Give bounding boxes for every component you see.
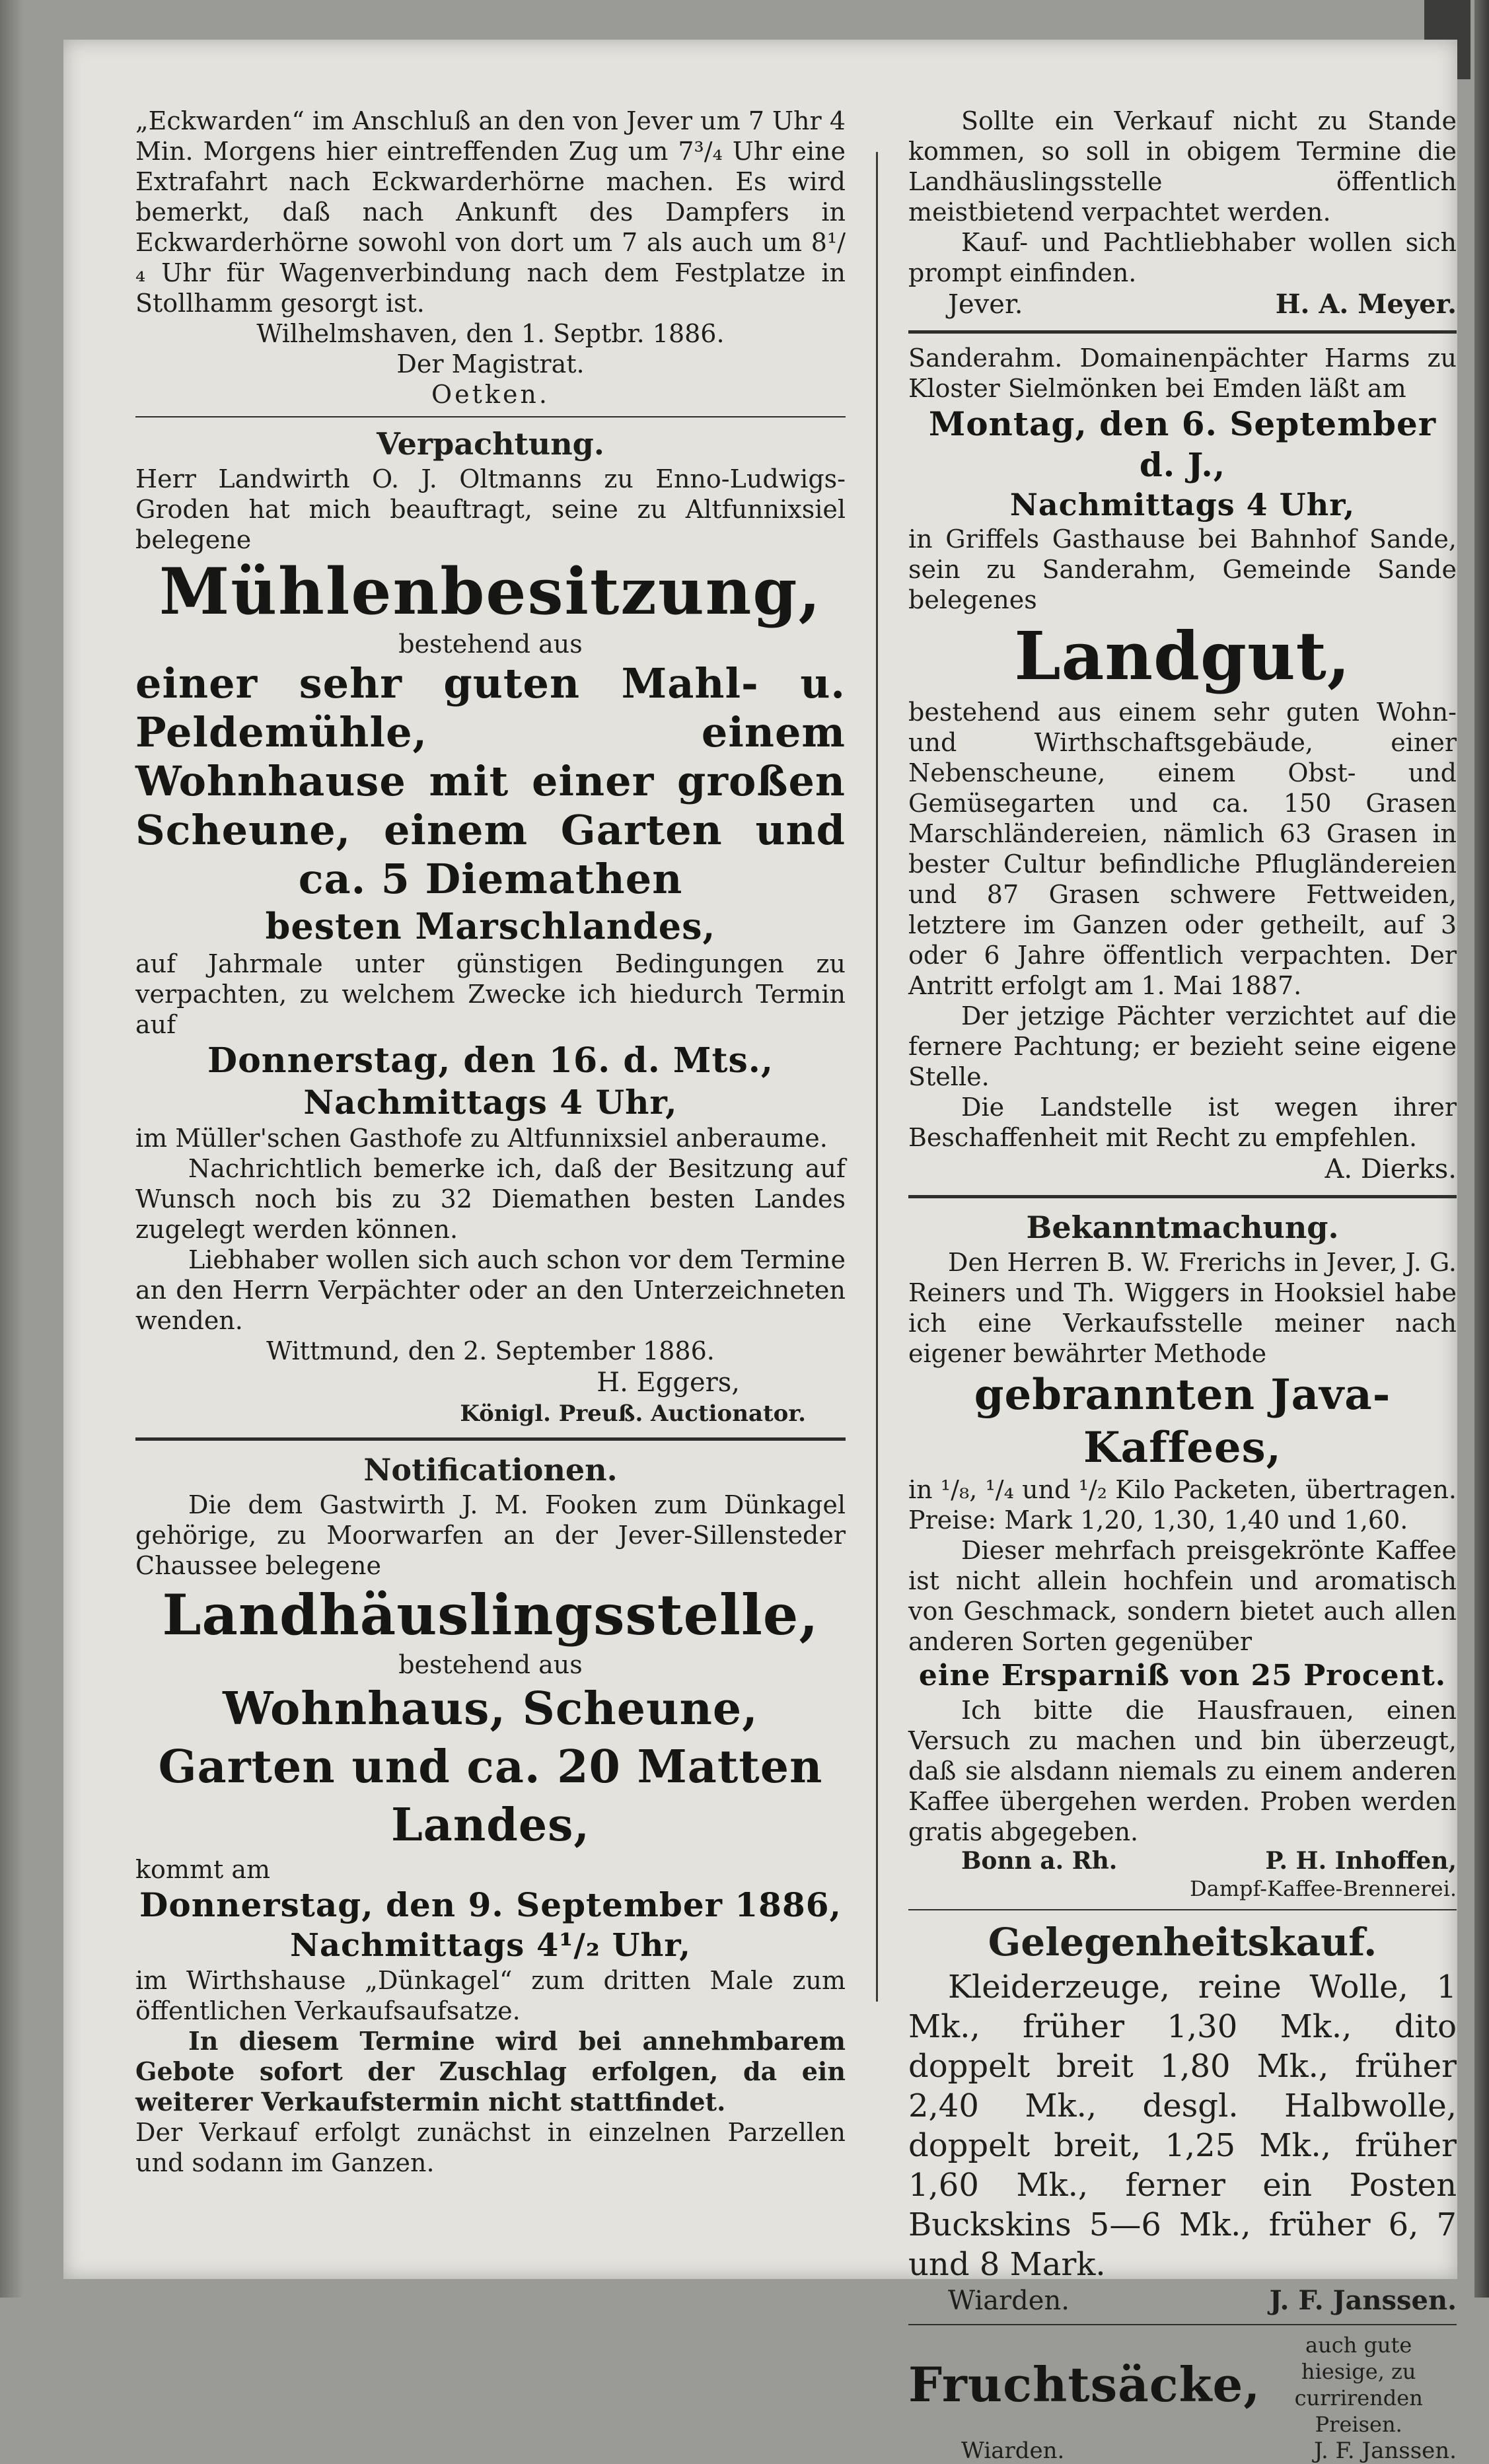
landgut-note2: Die Landstelle ist wegen ihrer Beschaffenheit mit Recht zu empfehlen. xyxy=(908,1093,1457,1152)
notifications-place: im Wirthshause „Dünkagel“ zum dritten Male zum öffentlichen Verkaufsaufsatze. xyxy=(135,1966,846,2025)
gelegenheit-body: Kleiderzeuge, reine Wolle, 1 Mk., früher 1,30 Mk., dito doppelt breit 1,80 Mk., früher 2,40 Mk., desgl. Halbwolle, doppelt breit, 1,25 Mk., früher 1,60 Mk., ferner ein Posten Buckskins 5—6 Mk., früher 6, 7 und 8 Mark. xyxy=(908,1969,1457,2283)
page-edge xyxy=(1474,0,1489,2298)
fruchtsaecke-place: Wiarden. xyxy=(961,2438,1065,2464)
verpachtung-note1: Nachrichtlich bemerke ich, daß der Besitzung auf Wunsch noch bis zu 32 Diemathen besten Landes zugelegt werden können. xyxy=(135,1154,846,1244)
notifications-heading: Notificationen. xyxy=(363,1452,618,1488)
landgut-note1: Der jetzige Pächter verzichtet auf die fernere Pachtung; er bezieht seine eigene Stelle. xyxy=(908,1001,1457,1091)
divider xyxy=(135,1437,846,1441)
verpachtung-day: Donnerstag, den 16. d. Mts., xyxy=(207,1040,774,1081)
fruchtsaecke-notice xyxy=(908,2332,1457,2464)
sale-signature-row xyxy=(908,288,1457,321)
verpachtung-intro: Herr Landwirth O. J. Oltmanns zu Enno-Ludwigs-Groden hat mich beauftragt, seine zu Altfunnixsiel belegene xyxy=(135,464,846,554)
divider xyxy=(908,2324,1457,2325)
verpachtung-feature: einer sehr guten Mahl- u. Peldemühle, einem Wohnhause mit einer großen Scheune, einem Garten und ca. 5 Diemathen xyxy=(135,659,846,903)
kaffee-request: Ich bitte die Hausfrauen, einen Versuch zu machen und bin überzeugt, daß sie alsdann niemals zu einem anderen Kaffee übergehen werden. Proben werden gratis abgegeben. xyxy=(908,1696,1457,1846)
kaffee-heading: Bekanntmachung. xyxy=(1026,1210,1339,1245)
verpachtung-terms: auf Jahrmale unter günstigen Bedingungen zu verpachten, zu welchem Zwecke ich hiedurch Termin auf xyxy=(135,949,846,1039)
kaffee-place: Bonn a. Rh. xyxy=(961,1847,1118,1875)
fruchtsaecke-row xyxy=(908,2332,1457,2438)
divider xyxy=(908,330,1457,334)
notifications-day: Donnerstag, den 9. September 1886, xyxy=(139,1885,842,1924)
notifications-title: Landhäuslingsstelle, xyxy=(162,1582,819,1648)
landgut-body: bestehend aus einem sehr guten Wohn- und Wirthschaftsgebäude, einer Nebenscheune, einem Obst- und Gemüsegarten und ca. 150 Grasen Marschländereien, nämlich 63 Grasen in bester Cultur befindliche Pflugländereien und 87 Grasen schwere Fettweiden, letztere im Ganzen oder getheilt, auf 3 oder 6 Jahre öffentlich verpachten. Der Antritt erfolgt am 1. Mai 1887. xyxy=(908,698,1457,1000)
kaffee-signature-row xyxy=(908,1847,1457,1875)
notifications-consisting: bestehend aus xyxy=(398,1650,583,1679)
divider xyxy=(135,416,846,417)
notifications-notice xyxy=(135,1450,846,2178)
gelegenheit-heading: Gelegenheitskauf. xyxy=(988,1920,1377,1965)
fruchtsaecke-signature: J. F. Janssen. xyxy=(1313,2438,1457,2464)
eckwarden-authority: Der Magistrat. xyxy=(396,349,585,379)
verpachtung-title: Mühlenbesitzung, xyxy=(159,554,822,629)
gelegenheit-place: Wiarden. xyxy=(948,2286,1070,2316)
verpachtung-time: Nachmittags 4 Uhr, xyxy=(303,1083,678,1122)
kaffee-intro: Den Herren B. W. Frerichs in Jever, J. G. Reiners und Th. Wiggers in Hooksiel habe ich eine Verkaufsstelle meiner nach eigener bewährter Methode xyxy=(908,1248,1457,1368)
kaffee-signature: P. H. Inhoffen, xyxy=(1265,1847,1457,1875)
verpachtung-consisting: bestehend aus xyxy=(398,630,583,659)
landgut-title: Landgut, xyxy=(1014,617,1351,695)
kaffee-title: gebrannten Java-Kaffees, xyxy=(974,1370,1391,1472)
sale-signature: H. A. Meyer. xyxy=(1275,289,1457,320)
gelegenheit-signature: J. F. Janssen. xyxy=(1269,2285,1457,2316)
sale-buyers: Kauf- und Pachtliebhaber wollen sich prompt einfinden. xyxy=(908,228,1457,287)
landgut-notice xyxy=(908,343,1457,1186)
landgut-day: Montag, den 6. September d. J., xyxy=(928,404,1437,484)
notifications-tail: Der Verkauf erfolgt zunächst in einzelnen Parzellen und sodann im Ganzen. xyxy=(135,2118,846,2177)
left-column xyxy=(135,106,846,2178)
verpachtung-signature: H. Eggers, xyxy=(597,1367,740,1398)
notifications-time: Nachmittags 4¹/₂ Uhr, xyxy=(290,1927,691,1964)
verpachtung-notice xyxy=(135,424,846,1428)
landgut-signature: A. Dierks. xyxy=(1325,1154,1457,1184)
gelegenheit-notice xyxy=(908,1917,1457,2317)
fruchtsaecke-text: auch gute hiesige, zu currirenden Preisen. xyxy=(1294,2333,1423,2437)
fruchtsaecke-title: Fruchtsäcke, xyxy=(908,2356,1261,2412)
divider xyxy=(908,1909,1457,1910)
verpachtung-place: im Müller'schen Gasthofe zu Altfunnixsiel anberaume. xyxy=(135,1124,828,1153)
eckwarden-signature: Oetken. xyxy=(431,380,550,409)
sale-place: Jever. xyxy=(948,289,1023,320)
notifications-feature: Wohnhaus, Scheune, Garten und ca. 20 Matten Landes, xyxy=(158,1683,823,1852)
right-column xyxy=(908,106,1457,2464)
landgut-place: in Griffels Gasthause bei Bahnhof Sande, sein zu Sanderahm, Gemeinde Sande belegenes xyxy=(908,525,1457,614)
sale-text: Sollte ein Verkauf nicht zu Stande kommen, so soll in obigem Termine die Landhäuslingsstelle öffentlich meistbietend verpachtet werden. xyxy=(908,106,1457,227)
landgut-intro: Sanderahm. Domainenpächter Harms zu Kloster Sielmönken bei Emden läßt am xyxy=(908,344,1457,403)
sale-notice xyxy=(908,106,1457,321)
notifications-comes: kommt am xyxy=(135,1855,271,1884)
eckwarden-text: „Eckwarden“ im Anschluß an den von Jever um 7 Uhr 4 Min. Morgens hier eintreffenden Zug um 7³/₄ Uhr eine Extrafahrt nach Eckwarderhörne machen. Es wird bemerkt, daß nach Ankunft des Dampfers in Eckwarderhörne sowohl von dort um 7 als auch um 8¹/₄ Uhr für Wagenverbindung nach dem Festplatze in Stollhamm gesorgt ist. xyxy=(135,106,846,318)
fruchtsaecke-signature-row xyxy=(908,2438,1457,2464)
verpachtung-date: Wittmund, den 2. September 1886. xyxy=(266,1336,715,1365)
verpachtung-heading: Verpachtung. xyxy=(377,426,604,462)
book-gutter xyxy=(0,0,24,2298)
notifications-bold-note: In diesem Termine wird bei annehmbarem Gebote sofort der Zuschlag erfolgen, da ein weiterer Verkaufstermin nicht stattfindet. xyxy=(135,2026,846,2117)
verpachtung-note2: Liebhaber wollen sich auch schon vor dem Termine an den Herrn Verpächter oder an den Unterzeichneten wenden. xyxy=(135,1245,846,1335)
eckwarden-date: Wilhelmshaven, den 1. Septbr. 1886. xyxy=(256,319,725,348)
kaffee-signature-title: Dampf-Kaffee-Brennerei. xyxy=(1189,1876,1457,1901)
kaffee-notice xyxy=(908,1208,1457,1902)
landgut-time: Nachmittags 4 Uhr, xyxy=(1009,487,1356,523)
kaffee-packs: in ¹/₈, ¹/₄ und ¹/₂ Kilo Packeten, übertragen. Preise: Mark 1,20, 1,30, 1,40 und 1,60. xyxy=(908,1475,1457,1535)
eckwarden-notice xyxy=(135,106,846,410)
verpachtung-feature-sub: besten Marschlandes, xyxy=(265,905,716,947)
kaffee-body: Dieser mehrfach preisgekrönte Kaffee ist nicht allein hochfein und aromatisch von Geschmack, sondern bietet auch allen anderen Sorten gegenüber xyxy=(908,1536,1457,1656)
verpachtung-signature-title: Königl. Preuß. Auctionator. xyxy=(460,1400,806,1427)
column-divider xyxy=(876,152,878,2002)
gelegenheit-signature-row xyxy=(908,2284,1457,2317)
divider xyxy=(908,1195,1457,1198)
notifications-intro: Die dem Gastwirth J. M. Fooken zum Dünkagel gehörige, zu Moorwarfen an der Jever-Sillensteder Chaussee belegene xyxy=(135,1490,846,1580)
kaffee-saving: eine Ersparniß von 25 Procent. xyxy=(918,1659,1447,1692)
